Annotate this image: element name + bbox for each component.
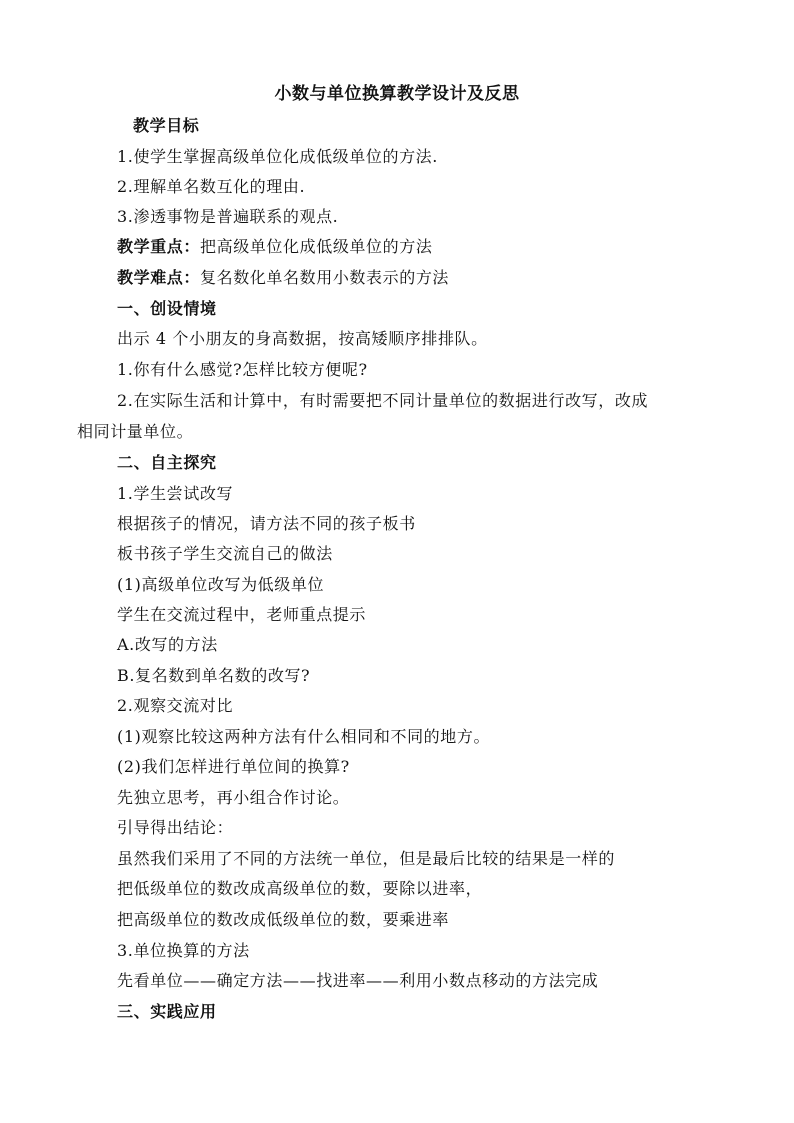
objective-1: 1.使学生掌握高级单位化成低级单位的方法. <box>117 147 438 166</box>
section-2-line: A.改写的方法 <box>117 635 218 654</box>
section-1-line: 相同计量单位。 <box>77 422 194 441</box>
document-title: 小数与单位换算教学设计及反思 <box>274 84 520 104</box>
section-2-line: (1)观察比较这两种方法有什么相同和不同的地方。 <box>117 727 491 746</box>
key-point <box>117 235 432 259</box>
difficulty-point <box>117 266 449 290</box>
section-2-line: 学生在交流过程中，老师重点提示 <box>117 605 367 624</box>
objective-3: 3.渗透事物是普遍联系的观点. <box>117 207 339 226</box>
section-1-line: 出示 4 个小朋友的身高数据，按高矮顺序排排队。 <box>117 329 488 348</box>
section-2-line: 2.观察交流对比 <box>117 696 234 715</box>
section-2-line: 板书孩子学生交流自己的做法 <box>117 544 333 563</box>
key-point-text: 把高级单位化成低级单位的方法 <box>200 237 433 256</box>
section-2-line: 虽然我们采用了不同的方法统一单位，但是最后比较的结果是一样的 <box>117 849 616 868</box>
section-2-line: 引导得出结论： <box>117 818 234 837</box>
section-2-line: 先独立思考，再小组合作讨论。 <box>117 788 350 807</box>
difficulty-label: 教学难点： <box>117 268 201 287</box>
objective-2: 2.理解单名数互化的理由. <box>117 177 306 196</box>
difficulty-text: 复名数化单名数用小数表示的方法 <box>200 268 450 287</box>
section-2-line: 1.学生尝试改写 <box>117 484 234 503</box>
section-2-line: 先看单位——确定方法——找进率——利用小数点移动的方法完成 <box>117 971 599 990</box>
section-1-heading: 一、创设情境 <box>117 299 217 318</box>
section-2-heading: 二、自主探究 <box>117 453 217 472</box>
section-2-line: B.复名数到单名数的改写? <box>117 666 311 685</box>
section-3-heading: 三、实践应用 <box>117 1002 217 1021</box>
section-1-line: 1.你有什么感觉?怎样比较方便呢? <box>117 360 368 379</box>
section-2-line: (2)我们怎样进行单位间的换算? <box>117 757 350 776</box>
key-point-label: 教学重点： <box>117 237 201 256</box>
section-2-line: 3.单位换算的方法 <box>117 941 250 960</box>
objectives-heading: 教学目标 <box>133 116 200 135</box>
section-1-line: 2.在实际生活和计算中，有时需要把不同计量单位的数据进行改写，改成 <box>117 391 649 410</box>
section-2-line: 把高级单位的数改成低级单位的数，要乘进率 <box>117 910 450 929</box>
section-2-line: 根据孩子的情况，请方法不同的孩子板书 <box>117 514 416 533</box>
section-2-line: (1)高级单位改写为低级单位 <box>117 575 325 594</box>
section-2-line: 把低级单位的数改成高级单位的数，要除以进率， <box>117 879 483 898</box>
